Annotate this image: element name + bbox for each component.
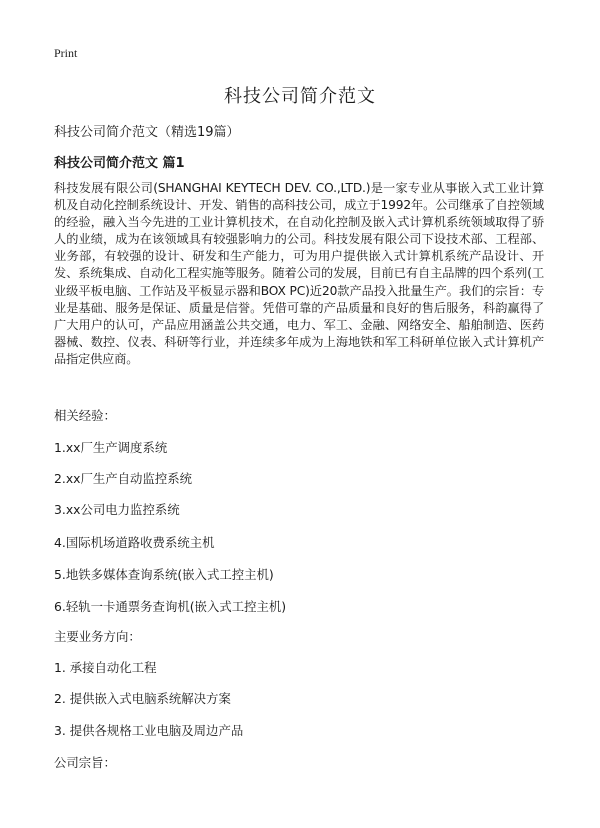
business-heading: 主要业务方向： (54, 629, 141, 644)
experience-item-5: 5.地铁多媒体查询系统(嵌入式工控主机) (54, 567, 274, 582)
section-heading: 科技公司简介范文 篇1 (54, 156, 185, 171)
experience-item-2: 2.xx厂生产自动监控系统 (54, 471, 193, 486)
business-item-2: 2. 提供嵌入式电脑系统解决方案 (54, 691, 231, 706)
company-intro-paragraph: 科技发展有限公司(SHANGHAI KEYTECH DEV. CO.,LTD.)是一家专业从事嵌入式工业计算机及自动化控制系统设计、开发、销售的高科技公司，成立于1992年。公司继承了自控领域的经验，融入当今先进的工业计算机技术，在自动化控制及嵌入式计算机系统领域取得了骄人的业绩，成为在该领域具有较强影响力的公司。科技发展有限公司下设技术部、工程部、业务部，有较强的设计、研发和生产能力，可为用户提供嵌入式计算机系统产品设计、开发、系统集成、自动化工程实施等服务。随着公司的发展，目前已有自主品牌的四个系列(工业级平板电脑、工作站及平板显示器和BOX PC)近20款产品投入批量生产。我们的宗旨：专业是基础、服务是保证、质量是信誉。凭借可靠的产品质量和良好的售后服务，科韵赢得了广大用户的认可，产品应用涵盖公共交通，电力、军工、金融、网络安全、船舶制造、医药器械、数控、仪表、科研等行业，并连续多年成为上海地铁和军工科研单位嵌入式计算机产品指定供应商。 (54, 181, 544, 366)
print-link[interactable]: Print (54, 46, 78, 60)
business-item-3: 3. 提供各规格工业电脑及周边产品 (54, 723, 244, 738)
experience-item-6: 6.轻轨一卡通票务查询机(嵌入式工控主机) (54, 599, 287, 614)
experience-item-3: 3.xx公司电力监控系统 (54, 502, 180, 517)
experience-heading: 相关经验： (54, 408, 116, 423)
experience-item-1: 1.xx厂生产调度系统 (54, 440, 168, 455)
business-item-1: 1. 承接自动化工程 (54, 660, 157, 675)
experience-item-4: 4.国际机场道路收费系统主机 (54, 535, 215, 550)
document-subtitle: 科技公司简介范文（精选19篇） (54, 125, 240, 140)
tenet-heading: 公司宗旨： (54, 755, 116, 770)
document-title: 科技公司简介范文 (224, 86, 376, 107)
